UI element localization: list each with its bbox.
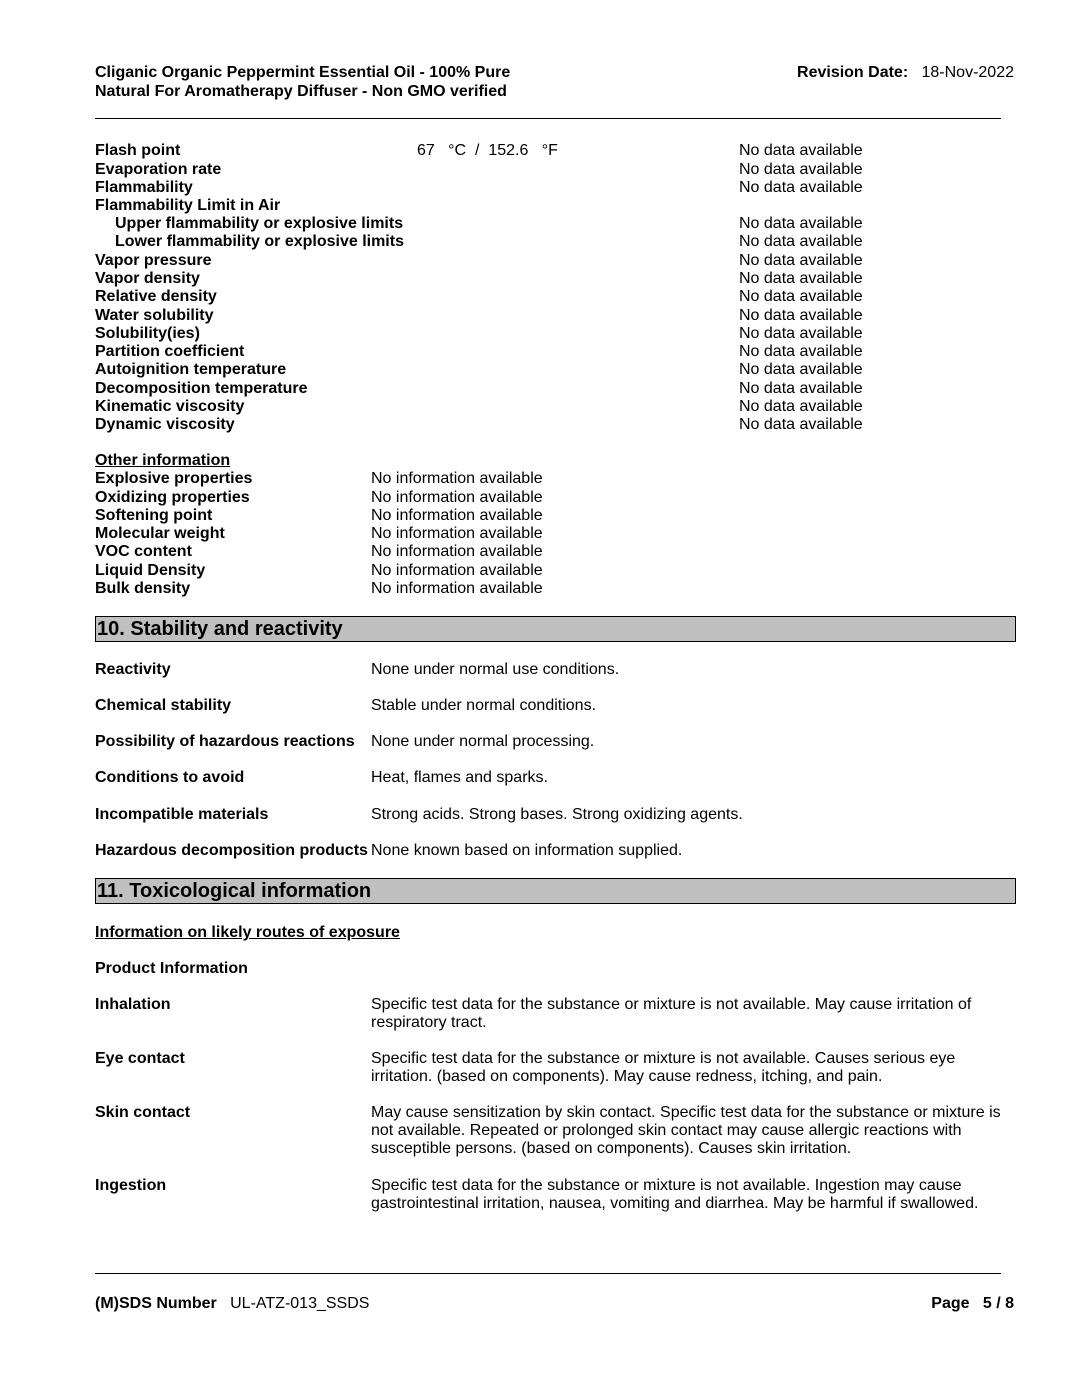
exposure-value: Specific test data for the substance or mixture is not available. May cause irritation of respiratory tract. [371, 996, 972, 1031]
stability-value: Stable under normal conditions. [371, 697, 597, 714]
stability-value: Heat, flames and sparks. [371, 769, 548, 786]
property-label: Flammability Limit in Air [95, 197, 281, 214]
property-label: Autoignition temperature [95, 361, 287, 378]
property-label: Vapor pressure [95, 252, 212, 269]
other-info-label: Molecular weight [95, 525, 225, 542]
header-divider [95, 118, 1001, 119]
stability-label: Incompatible materials [95, 806, 269, 823]
stability-value: Strong acids. Strong bases. Strong oxidizing agents. [371, 806, 743, 823]
stability-label: Reactivity [95, 661, 171, 678]
property-label: Vapor density [95, 270, 200, 287]
property-remark: No data available [739, 325, 863, 342]
property-remark: No data available [739, 343, 863, 360]
sds-number-value: UL-ATZ-013_SSDS [230, 1295, 370, 1312]
property-label: Lower flammability or explosive limits [115, 233, 404, 250]
page-label: Page [931, 1295, 970, 1312]
other-info-value: No information available [371, 489, 543, 506]
exposure-value: Specific test data for the substance or mixture is not available. Ingestion may cause gastrointestinal irritation, nausea, vomiting and diarrhea. May be harmful if swallowed. [371, 1177, 979, 1212]
property-remark: No data available [739, 361, 863, 378]
property-label: Kinematic viscosity [95, 398, 245, 415]
product-information-label: Product Information [95, 960, 248, 977]
exposure-label: Eye contact [95, 1050, 185, 1067]
flash-point-remark: No data available [739, 142, 863, 159]
property-label: Upper flammability or explosive limits [115, 215, 404, 232]
property-label: Dynamic viscosity [95, 416, 235, 433]
property-label: Solubility(ies) [95, 325, 200, 342]
property-remark: No data available [739, 215, 863, 232]
stability-value: None under normal processing. [371, 733, 595, 750]
stability-label: Chemical stability [95, 697, 232, 714]
stability-label: Hazardous decomposition products [95, 842, 368, 859]
property-label: Flammability [95, 179, 193, 196]
stability-value: None under normal use conditions. [371, 661, 620, 678]
property-remark: No data available [739, 288, 863, 305]
property-remark: No data available [739, 252, 863, 269]
property-label: Water solubility [95, 307, 214, 324]
other-info-value: No information available [371, 543, 543, 560]
section-10-header: 10. Stability and reactivity [95, 616, 1016, 642]
other-info-label: Softening point [95, 507, 213, 524]
other-info-value: No information available [371, 580, 543, 597]
section-11-header: 11. Toxicological information [95, 878, 1016, 904]
page-number [931, 1295, 1014, 1313]
property-remark: No data available [739, 270, 863, 287]
sds-number-label: (M)SDS Number [95, 1295, 217, 1312]
other-info-value: No information available [371, 470, 543, 487]
footer-divider [95, 1273, 1001, 1274]
flash-point-value: 67 °C / 152.6 °F [417, 142, 558, 159]
exposure-label: Ingestion [95, 1177, 167, 1194]
other-info-label: Explosive properties [95, 470, 253, 487]
property-remark: No data available [739, 380, 863, 397]
other-info-value: No information available [371, 562, 543, 579]
product-title-line1: Cliganic Organic Peppermint Essential Oil - 100% Pure [95, 64, 511, 81]
other-info-label: Oxidizing properties [95, 489, 250, 506]
revision-date [797, 64, 1014, 82]
exposure-routes-heading: Information on likely routes of exposure [95, 924, 400, 941]
property-remark: No data available [739, 179, 863, 196]
revision-label: Revision Date: [797, 64, 909, 81]
property-label: Relative density [95, 288, 217, 305]
other-info-value: No information available [371, 525, 543, 542]
other-info-label: VOC content [95, 543, 192, 560]
property-remark: No data available [739, 161, 863, 178]
sds-number [95, 1295, 369, 1313]
exposure-value: Specific test data for the substance or mixture is not available. Causes serious eye irritation. (based on components). May cause redness, itching, and pain. [371, 1050, 956, 1085]
property-label: Evaporation rate [95, 161, 222, 178]
page-value: 5 / 8 [982, 1295, 1014, 1312]
revision-value: 18-Nov-2022 [921, 64, 1014, 81]
other-info-label: Liquid Density [95, 562, 206, 579]
other-info-value: No information available [371, 507, 543, 524]
other-info-heading: Other information [95, 452, 231, 469]
flash-point-label: Flash point [95, 142, 181, 159]
exposure-label: Skin contact [95, 1104, 191, 1121]
other-info-label: Bulk density [95, 580, 191, 597]
property-remark: No data available [739, 416, 863, 433]
stability-label: Possibility of hazardous reactions [95, 733, 355, 750]
property-remark: No data available [739, 398, 863, 415]
property-remark: No data available [739, 307, 863, 324]
stability-value: None known based on information supplied. [371, 842, 683, 859]
product-title-line2: Natural For Aromatherapy Diffuser - Non GMO verified [95, 83, 507, 100]
exposure-label: Inhalation [95, 996, 171, 1013]
stability-label: Conditions to avoid [95, 769, 245, 786]
property-remark: No data available [739, 233, 863, 250]
property-label: Partition coefficient [95, 343, 245, 360]
exposure-value: May cause sensitization by skin contact. Specific test data for the substance or mixture is not available. Repeated or prolonged skin contact may cause allergic reactions with susceptible persons. (based on components). Causes skin irritation. [371, 1104, 1001, 1157]
property-label: Decomposition temperature [95, 380, 308, 397]
